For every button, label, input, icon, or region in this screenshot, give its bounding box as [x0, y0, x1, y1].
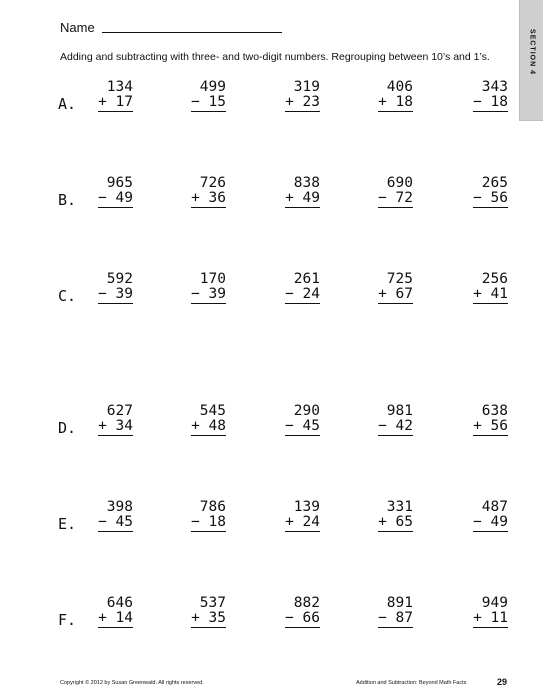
problem-bottom-number: 49: [115, 190, 133, 206]
operator-sign: +: [98, 418, 107, 434]
problem-top-number: 537: [199, 595, 226, 611]
arithmetic-problem: [77, 272, 133, 308]
problem-bottom-line: [98, 611, 133, 628]
problem-bottom-line: [378, 287, 413, 304]
problem-bottom-line: [378, 515, 413, 532]
problem-top-number: 256: [481, 271, 508, 287]
arithmetic-problem: [170, 176, 226, 212]
problem-top-number: 838: [293, 175, 320, 191]
row-label: C.: [58, 287, 77, 305]
problem-bottom-line: [191, 95, 226, 112]
operator-sign: −: [378, 190, 387, 206]
problem-bottom-number: 35: [208, 610, 226, 626]
arithmetic-problem: [452, 272, 508, 308]
problem-top-number: 981: [386, 403, 413, 419]
problem-bottom-number: 66: [302, 610, 320, 626]
operator-sign: +: [98, 610, 107, 626]
problem-bottom-line: [473, 95, 508, 112]
section-tab-label: SECTION 4: [528, 29, 536, 75]
problem-row: [0, 404, 543, 444]
problem-bottom-number: 39: [115, 286, 133, 302]
problem-bottom-line: [285, 287, 320, 304]
problem-bottom-line: [191, 515, 226, 532]
arithmetic-problem: [264, 500, 320, 536]
problem-top-number: 290: [293, 403, 320, 419]
problem-bottom-line: [191, 419, 226, 436]
problem-bottom-number: 42: [395, 418, 413, 434]
operator-sign: +: [473, 286, 482, 302]
problem-bottom-number: 39: [208, 286, 226, 302]
problem-top-number: 638: [481, 403, 508, 419]
problem-top-number: 627: [106, 403, 133, 419]
problem-bottom-line: [473, 611, 508, 628]
problem-bottom-number: 24: [302, 514, 320, 530]
arithmetic-problem: [170, 596, 226, 632]
operator-sign: +: [191, 418, 200, 434]
problem-top-number: 646: [106, 595, 133, 611]
problem-top-number: 965: [106, 175, 133, 191]
problem-bottom-number: 65: [395, 514, 413, 530]
row-label: A.: [58, 95, 77, 113]
operator-sign: +: [98, 94, 107, 110]
arithmetic-problem: [170, 80, 226, 116]
operator-sign: −: [378, 610, 387, 626]
problem-bottom-line: [98, 287, 133, 304]
name-label: Name: [60, 20, 95, 35]
operator-sign: +: [285, 94, 294, 110]
operator-sign: +: [285, 514, 294, 530]
problem-bottom-line: [191, 287, 226, 304]
arithmetic-problem: [264, 272, 320, 308]
operator-sign: −: [285, 286, 294, 302]
problem-row: [0, 500, 543, 540]
problem-top-number: 891: [386, 595, 413, 611]
arithmetic-problem: [264, 404, 320, 440]
problem-bottom-number: 49: [302, 190, 320, 206]
arithmetic-problem: [452, 596, 508, 632]
problem-bottom-number: 23: [302, 94, 320, 110]
problem-bottom-line: [98, 191, 133, 208]
arithmetic-problem: [452, 80, 508, 116]
problem-bottom-line: [98, 515, 133, 532]
operator-sign: +: [378, 286, 387, 302]
arithmetic-problem: [357, 80, 413, 116]
operator-sign: +: [191, 190, 200, 206]
row-label: B.: [58, 191, 77, 209]
arithmetic-problem: [170, 500, 226, 536]
problem-bottom-number: 49: [490, 514, 508, 530]
problem-top-number: 319: [293, 79, 320, 95]
arithmetic-problem: [452, 176, 508, 212]
operator-sign: +: [191, 610, 200, 626]
problem-bottom-number: 14: [115, 610, 133, 626]
problem-top-number: 949: [481, 595, 508, 611]
row-label: E.: [58, 515, 77, 533]
problem-bottom-line: [285, 611, 320, 628]
problem-top-number: 331: [386, 499, 413, 515]
problem-row: [0, 272, 543, 312]
problem-bottom-number: 48: [208, 418, 226, 434]
problem-row: [0, 176, 543, 216]
arithmetic-problem: [77, 404, 133, 440]
arithmetic-problem: [357, 404, 413, 440]
problem-bottom-number: 18: [395, 94, 413, 110]
operator-sign: +: [285, 190, 294, 206]
operator-sign: +: [473, 610, 482, 626]
operator-sign: −: [285, 610, 294, 626]
problem-top-number: 882: [293, 595, 320, 611]
problem-top-number: 170: [199, 271, 226, 287]
problem-bottom-number: 24: [302, 286, 320, 302]
problem-bottom-line: [285, 419, 320, 436]
problem-top-number: 398: [106, 499, 133, 515]
problem-bottom-number: 87: [395, 610, 413, 626]
problem-bottom-line: [98, 95, 133, 112]
problem-bottom-number: 72: [395, 190, 413, 206]
problem-row: [0, 80, 543, 120]
problem-bottom-line: [191, 191, 226, 208]
arithmetic-problem: [357, 596, 413, 632]
problem-top-number: 545: [199, 403, 226, 419]
arithmetic-problem: [264, 80, 320, 116]
problem-bottom-line: [378, 611, 413, 628]
arithmetic-problem: [77, 80, 133, 116]
book-title: Addition and Subtraction: Beyond Math Facts: [356, 680, 467, 686]
operator-sign: +: [473, 418, 482, 434]
problem-top-number: 690: [386, 175, 413, 191]
problem-top-number: 487: [481, 499, 508, 515]
problem-top-number: 499: [199, 79, 226, 95]
operator-sign: −: [378, 418, 387, 434]
operator-sign: −: [98, 190, 107, 206]
problem-bottom-number: 36: [208, 190, 226, 206]
problem-top-number: 726: [199, 175, 226, 191]
problem-bottom-number: 45: [302, 418, 320, 434]
problem-top-number: 134: [106, 79, 133, 95]
problem-bottom-number: 18: [208, 514, 226, 530]
problem-bottom-line: [378, 95, 413, 112]
page-number: 29: [497, 677, 508, 687]
arithmetic-problem: [264, 596, 320, 632]
arithmetic-problem: [357, 176, 413, 212]
arithmetic-problem: [170, 404, 226, 440]
operator-sign: −: [285, 418, 294, 434]
problem-top-number: 343: [481, 79, 508, 95]
operator-sign: −: [191, 286, 200, 302]
operator-sign: −: [473, 514, 482, 530]
problem-bottom-line: [191, 611, 226, 628]
problem-bottom-line: [98, 419, 133, 436]
problem-bottom-number: 45: [115, 514, 133, 530]
operator-sign: −: [98, 286, 107, 302]
operator-sign: −: [473, 190, 482, 206]
problem-bottom-line: [285, 515, 320, 532]
instructions: Adding and subtracting with three- and two-digit numbers. Regrouping between 10’s and 1’s.: [60, 51, 490, 63]
arithmetic-problem: [357, 500, 413, 536]
problem-bottom-line: [473, 287, 508, 304]
operator-sign: −: [473, 94, 482, 110]
arithmetic-problem: [264, 176, 320, 212]
arithmetic-problem: [170, 272, 226, 308]
problem-bottom-number: 34: [115, 418, 133, 434]
problem-bottom-number: 18: [490, 94, 508, 110]
problem-bottom-number: 56: [490, 418, 508, 434]
problem-bottom-line: [378, 191, 413, 208]
arithmetic-problem: [77, 176, 133, 212]
problem-row: [0, 596, 543, 636]
problem-bottom-line: [473, 419, 508, 436]
operator-sign: −: [191, 94, 200, 110]
problem-bottom-number: 67: [395, 286, 413, 302]
arithmetic-problem: [452, 404, 508, 440]
operator-sign: −: [98, 514, 107, 530]
operator-sign: +: [378, 94, 387, 110]
problem-bottom-line: [285, 95, 320, 112]
arithmetic-problem: [77, 500, 133, 536]
problem-top-number: 725: [386, 271, 413, 287]
arithmetic-problem: [357, 272, 413, 308]
problem-top-number: 406: [386, 79, 413, 95]
name-blank-line: [102, 32, 282, 33]
problem-bottom-line: [378, 419, 413, 436]
problem-bottom-number: 15: [208, 94, 226, 110]
row-label: F.: [58, 611, 77, 629]
problem-top-number: 592: [106, 271, 133, 287]
row-label: D.: [58, 419, 77, 437]
problem-bottom-number: 56: [490, 190, 508, 206]
copyright-notice: Copyright © 2012 by Susan Greenwald. All rights reserved.: [60, 680, 204, 686]
arithmetic-problem: [77, 596, 133, 632]
problem-bottom-line: [473, 515, 508, 532]
problem-bottom-number: 11: [490, 610, 508, 626]
arithmetic-problem: [452, 500, 508, 536]
problem-top-number: 261: [293, 271, 320, 287]
operator-sign: −: [191, 514, 200, 530]
problem-bottom-number: 41: [490, 286, 508, 302]
operator-sign: +: [378, 514, 387, 530]
problem-top-number: 786: [199, 499, 226, 515]
problem-bottom-line: [285, 191, 320, 208]
problem-top-number: 139: [293, 499, 320, 515]
problem-bottom-number: 17: [115, 94, 133, 110]
problem-bottom-line: [473, 191, 508, 208]
problem-top-number: 265: [481, 175, 508, 191]
